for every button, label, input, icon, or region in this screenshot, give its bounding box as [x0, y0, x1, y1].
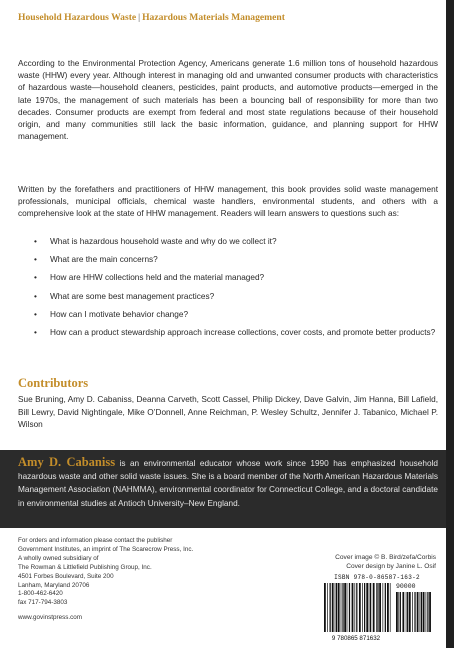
barcode-icon — [320, 583, 434, 642]
barcode-bar — [385, 583, 386, 632]
cover-edge-bar — [446, 0, 454, 648]
barcode-bar — [429, 592, 431, 632]
list-item: • What are the main concerns? — [34, 254, 438, 266]
barcode-bar — [379, 583, 381, 632]
barcode-bar — [423, 592, 425, 632]
bullet-icon: • — [34, 309, 37, 319]
barcode-bar — [390, 583, 391, 632]
barcode-bar — [342, 583, 343, 632]
barcode-bar — [409, 592, 411, 632]
publisher-info — [18, 537, 248, 623]
barcode-bar — [335, 583, 336, 632]
list-item: • What are some best management practices? — [34, 291, 438, 303]
barcode-bar — [327, 583, 328, 632]
barcode-bar — [356, 583, 357, 632]
barcode-bar — [426, 592, 427, 632]
price-code: 90000 — [396, 583, 416, 590]
barcode-bar — [324, 583, 326, 632]
cover-image-credit: Cover image © B. Bird/zefa/Corbis — [335, 554, 436, 561]
barcode-bar — [373, 583, 375, 632]
isbn-barcode — [320, 574, 434, 642]
contributors-list: Sue Bruning, Amy D. Cabaniss, Deanna Carveth, Scott Cassel, Philip Dickey, Dave Galvin, Jim Hanna, Bill Lafield, Bill Lewry, David Nightingale, Mike O’Donnell, Anne Reichman, P. Wesley Schultz, Jennifer J. Tabanico, Michael P. Wilson — [18, 395, 438, 429]
barcode-bar — [352, 583, 354, 632]
barcode-bar — [417, 592, 419, 632]
barcode-bar — [362, 583, 363, 632]
barcode-bar — [400, 592, 401, 632]
barcode-bar — [341, 583, 342, 632]
publisher-line: Government Institutes, an imprint of The Scarecrow Press, Inc. — [18, 545, 194, 553]
isbn-number: ISBN 978-0-86587-163-2 — [334, 574, 420, 581]
barcode-bar — [370, 583, 371, 632]
publisher-line: For orders and information please contact the publisher — [18, 537, 173, 544]
publisher-line: Lanham, Maryland 20706 — [18, 581, 90, 589]
header-category: Household Hazardous Waste — [18, 12, 137, 23]
barcode-bar — [347, 583, 348, 632]
bullet-icon: • — [34, 255, 37, 265]
barcode-bar — [398, 592, 399, 632]
barcode-bar — [414, 592, 415, 632]
barcode-bar — [421, 592, 422, 632]
bullet-icon: • — [34, 328, 37, 338]
bullet-icon: • — [34, 291, 37, 301]
barcode-bar — [396, 592, 398, 632]
cover-credits — [300, 554, 436, 572]
header-subcategory: Hazardous Materials Management — [142, 12, 285, 23]
author-name: Amy D. Cabaniss — [18, 455, 116, 469]
intro-paragraph-1: According to the Environmental Protection Agency, Americans generate 1.6 million tons of household hazardous waste (HHW) every year. Although interest in managing old and unwanted consumer products with characteristics of hazardous waste—household cleaners, pesticides, paint products, and automotive products—emerged in the late 1970s, the management of such materials has been a bouncing ball of responsibility for more than two decades. Consumer products are exempt from federal and most state regulations because of their household origin, and many communities still lack the basic information, guidance, and planning support for HHW management. — [18, 59, 438, 142]
barcode-bar — [354, 583, 355, 632]
author-bio — [18, 456, 438, 510]
list-item: • How can I motivate behavior change? — [34, 309, 438, 321]
barcode-bar — [427, 592, 428, 632]
bullet-icon: • — [34, 237, 37, 246]
barcode-bar — [376, 583, 377, 632]
questions-list — [34, 236, 438, 345]
intro-paragraph-2: Written by the forefathers and practitioners of HHW management, this book provides solid waste management professionals, municipal officials, chemical waste handlers, environmental students, and others with a comprehensive look at the state of HHW management. Readers will learn answers to questions such as: — [18, 185, 438, 219]
barcode-bar — [330, 583, 331, 632]
author-bio-text: is an environmental educator whose work since 1990 has emphasized household hazardous waste and other solid waste issues. She is a board member of the North American Hazardous Materials Management Association (NAHMMA), environmental coordinator for Connecticut College, and a doctoral candidate in environmental studies at Antioch University–New England. — [18, 459, 438, 508]
barcode-digits: 9 780865 871632 — [331, 635, 381, 642]
barcode-bar — [377, 583, 378, 632]
barcode-bar — [336, 583, 337, 632]
barcode-bar — [407, 592, 408, 632]
publisher-line: 4501 Forbes Boulevard, Suite 200 — [18, 572, 114, 580]
barcode-bar — [332, 583, 334, 632]
barcode-bar — [349, 583, 350, 632]
barcode-bar — [383, 583, 384, 632]
header-separator: | — [138, 12, 141, 23]
bullet-icon: • — [34, 273, 37, 283]
publisher-fax: fax 717-794-3803 — [18, 599, 68, 607]
barcode-bar — [366, 583, 368, 632]
barcode-bar — [406, 592, 407, 632]
publisher-line: The Rowman & Littlefield Publishing Group, Inc. — [18, 563, 152, 571]
barcode-bar — [359, 583, 361, 632]
publisher-website: www.govinstpress.com — [18, 614, 83, 622]
cover-design-credit: Cover design by Janine L. Osif — [346, 562, 436, 570]
barcode-bar — [338, 583, 340, 632]
publisher-line: A wholly owned subsidiary of — [18, 554, 99, 562]
barcode-bar — [402, 592, 404, 632]
series-header — [18, 12, 438, 23]
publisher-phone: 1-800-462-6420 — [18, 590, 63, 598]
list-item: • How are HHW collections held and the material managed? — [34, 272, 438, 284]
contributors-heading: Contributors — [18, 376, 89, 390]
list-item: • What is hazardous household waste and why do we collect it? — [34, 236, 438, 248]
list-item: • How can a product stewardship approach increase collections, cover costs, and promote better products? — [34, 327, 438, 339]
barcode-bar — [364, 583, 365, 632]
barcode-bar — [412, 592, 413, 632]
barcode-bar — [420, 592, 421, 632]
barcode-bar — [387, 583, 389, 632]
barcode-bar — [344, 583, 346, 632]
barcode-bar — [369, 583, 370, 632]
